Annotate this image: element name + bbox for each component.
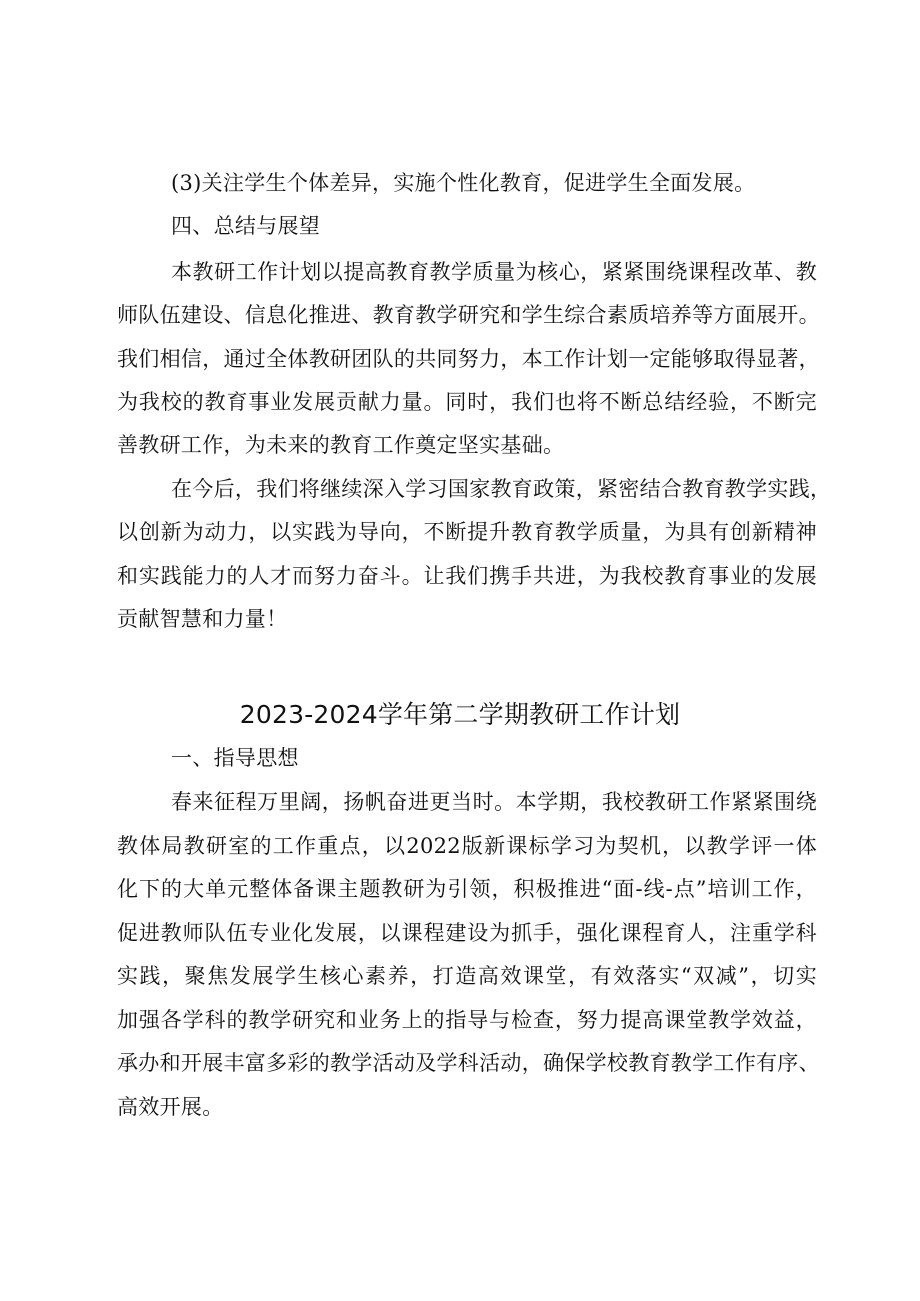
paragraph-line: 为我校的教育事业发展贡献力量。同时，我们也将不断总结经验，不断完 bbox=[117, 390, 817, 414]
paragraph-line: 和实践能力的人才而努力奋斗。让我们携手共进，为我校教育事业的发展 bbox=[117, 564, 817, 588]
list-item-3: (3)关注学生个体差异，实施个性化教育，促进学生全面发展。 bbox=[171, 171, 756, 195]
paragraph-line: 贡献智慧和力量！ bbox=[117, 607, 288, 631]
paragraph-line: 本教研工作计划以提高教育教学质量为核心，紧紧围绕课程改革、教 bbox=[171, 260, 817, 284]
paragraph-line: 高效开展。 bbox=[117, 1095, 224, 1119]
paragraph-line: 化下的大单元整体备课主题教研为引领，积极推进“面-线-点”培训工作， bbox=[117, 877, 817, 901]
document-title: 2023-2024学年第二学期教研工作计划 bbox=[239, 700, 681, 729]
section-heading-summary: 四、总结与展望 bbox=[171, 214, 321, 238]
paragraph-line: 春来征程万里阔，扬帆奋进更当时。本学期，我校教研工作紧紧围绕 bbox=[171, 790, 817, 814]
paragraph-line: 实践，聚焦发展学生核心素养，打造高效课堂，有效落实“双减”，切实 bbox=[117, 964, 817, 988]
paragraph-line: 我们相信，通过全体教研团队的共同努力，本工作计划一定能够取得显著， bbox=[117, 347, 820, 371]
paragraph-line: 承办和开展丰富多彩的教学活动及学科活动，确保学校教育教学工作有序、 bbox=[117, 1051, 820, 1075]
paragraph-line: 师队伍建设、信息化推进、教育教学研究和学生综合素质培养等方面展开。 bbox=[117, 303, 820, 327]
paragraph-line: 以创新为动力，以实践为导向，不断提升教育教学质量，为具有创新精神 bbox=[117, 520, 817, 544]
section-heading-guiding-thought: 一、指导思想 bbox=[171, 746, 299, 770]
paragraph-line: 促进教师队伍专业化发展，以课程建设为抓手，强化课程育人，注重学科 bbox=[117, 921, 817, 945]
paragraph-line: 善教研工作，为未来的教育工作奠定坚实基础。 bbox=[117, 433, 565, 457]
paragraph-line: 加强各学科的教学研究和业务上的指导与检查，努力提高课堂教学效益， bbox=[117, 1008, 817, 1032]
paragraph-line: 在今后，我们将继续深入学习国家教育政策，紧密结合教育教学实践， bbox=[171, 477, 832, 501]
paragraph-line: 教体局教研室的工作重点，以2022版新课标学习为契机，以教学评一体 bbox=[117, 834, 817, 858]
